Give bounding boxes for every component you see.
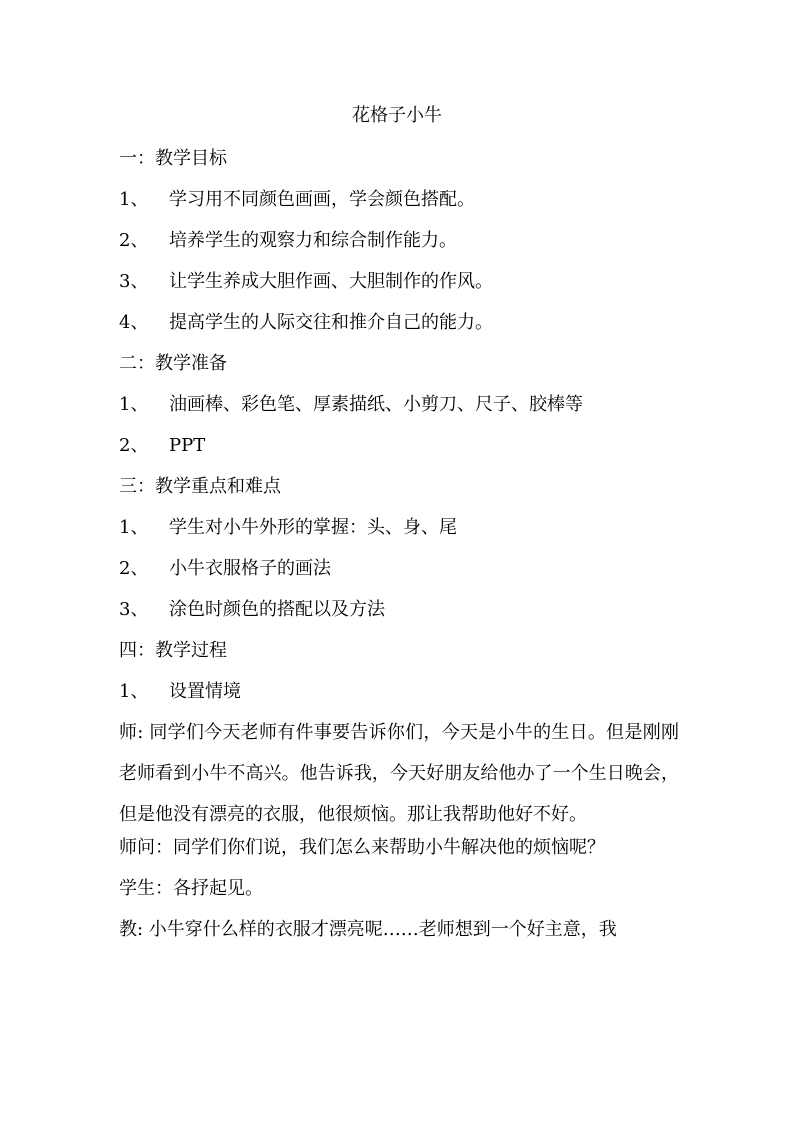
list-item — [119, 269, 679, 295]
item-number: 2、 — [119, 558, 149, 579]
item-number: 2、 — [119, 435, 149, 456]
item-text: 小牛衣服格子的画法 — [169, 558, 331, 579]
item-text: 让学生养成大胆作画、大胆制作的作风。 — [169, 271, 493, 292]
section-heading-prep: 二：教学准备 — [119, 353, 227, 374]
line-teacher-question: 师问：同学们你们说，我们怎么来帮助小牛解决他的烦恼呢？ — [119, 837, 605, 858]
item-text: 设置情境 — [169, 681, 241, 702]
list-item — [119, 433, 679, 459]
list-item — [119, 556, 679, 582]
item-text: 涂色时颜色的搭配以及方法 — [169, 599, 385, 620]
item-text: PPT — [169, 435, 206, 456]
item-text: 学生对小牛外形的掌握：头、身、尾 — [169, 517, 457, 538]
list-item — [119, 597, 679, 623]
paragraph-teacher-intro: 师: 同学们今天老师有件事要告诉你们，今天是小牛的生日。但是刚刚老师看到小牛不高兴。他告诉我，今天好朋友给他办了一个生日晚会，但是他没有漂亮的衣服，他很烦恼。那让我帮助他好不好。 — [119, 722, 679, 825]
item-number: 3、 — [119, 271, 149, 292]
section-heading-goals: 一：教学目标 — [119, 148, 227, 169]
list-item — [119, 392, 679, 418]
line-teacher-continue: 教: 小牛穿什么样的衣服才漂亮呢……老师想到一个好主意，我 — [119, 919, 617, 940]
item-text: 学习用不同颜色画画，学会颜色搭配。 — [169, 189, 475, 210]
list-item — [119, 187, 679, 213]
document-title: 花格子小牛 — [352, 105, 442, 126]
item-number: 4、 — [119, 312, 149, 333]
list-item — [119, 515, 679, 541]
list-item — [119, 679, 679, 705]
item-text: 培养学生的观察力和综合制作能力。 — [169, 230, 457, 251]
section-heading-process: 四：教学过程 — [119, 640, 227, 661]
list-item — [119, 228, 679, 254]
item-text: 提高学生的人际交往和推介自己的能力。 — [169, 312, 493, 333]
line-student-answer: 学生：各抒起见。 — [119, 878, 263, 899]
list-item — [119, 310, 679, 336]
section-heading-focus: 三：教学重点和难点 — [119, 476, 281, 497]
item-number: 2、 — [119, 230, 149, 251]
document-body — [119, 146, 679, 958]
item-number: 1、 — [119, 681, 149, 702]
item-number: 1、 — [119, 517, 149, 538]
item-number: 3、 — [119, 599, 149, 620]
item-text: 油画棒、彩色笔、厚素描纸、小剪刀、尺子、胶棒等 — [169, 394, 583, 415]
item-number: 1、 — [119, 189, 149, 210]
item-number: 1、 — [119, 394, 149, 415]
